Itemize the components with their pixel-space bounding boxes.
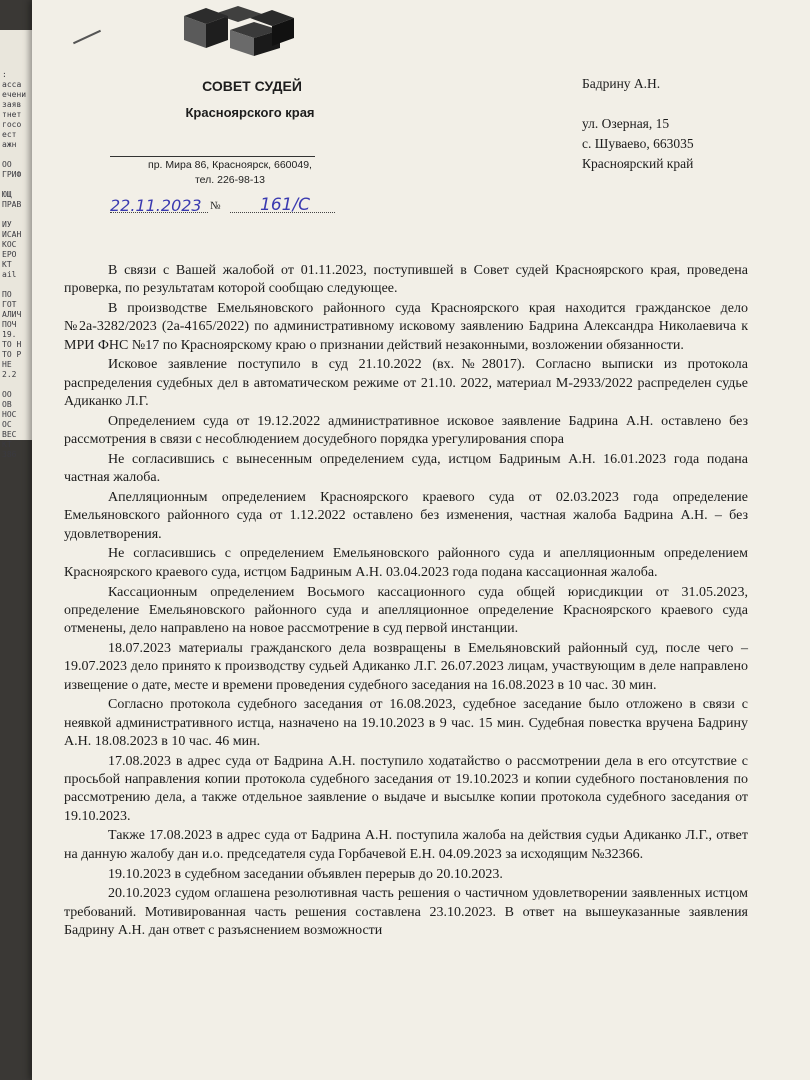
recipient-street: ул. Озерная, 15 bbox=[582, 116, 670, 131]
recipient-name: Бадрину А.Н. bbox=[582, 76, 661, 91]
body-paragraph: Не согласившись с определением Емельяновского районного суда и апелляционным определением Красноярского краевого суда, истцом Бадриным А.Н. 03.04.2023 года подана кассационная жалоба. bbox=[64, 546, 748, 580]
letterhead-divider bbox=[110, 156, 315, 157]
body-paragraph: Исковое заявление поступило в суд 21.10.2022 (вх.№28017). Согласно выписки из протокола распределения судебных дел в автоматическом режиме от 21.10. 2022, материал М-2933/2022 распределен судье Адиканко Л.Г. bbox=[64, 357, 748, 410]
letter-body bbox=[64, 262, 748, 942]
body-paragraph: Согласно протокола судебного заседания от 16.08.2023, судебное заседание было отложено в связи с неявкой административного истца, назначено на 19.10.2023 в 9 час. 15 мин. Судебная повестка вручена Бадрину А.Н. 18.08.2023 в 10 час. 46 мин. bbox=[64, 697, 748, 749]
body-paragraph: 18.07.2023 материалы гражданского дела возвращены в Емельяновский районный суд, после чего – 19.07.2023 дело принято к производству судьей Адиканко Л.Г. 26.07.2023 лицам, участвующим в деле направлено извещение о дате, месте и времени проведения судебного заседания на 16.08.2023 в 10 час. 30 мин. bbox=[64, 640, 748, 693]
org-address: пр. Мира 86, Красноярск, 660049, bbox=[148, 159, 312, 171]
recipient-block bbox=[582, 74, 802, 174]
registration-date: 22.11.2023 bbox=[110, 196, 202, 215]
registration-line bbox=[110, 196, 360, 220]
recipient-city: с. Шуваево, 663035 bbox=[582, 136, 694, 151]
date-underline bbox=[110, 212, 208, 213]
background-document-edge: : асса ечени заяв тнет госо ест ажн ОО ГРИФ ЮЩ ПРАВ ИУ ИСАН КОС ЕРО КТ ail ПО ГОТ АЛИЧ ПОЧ 19. ТО Н ТО Р НЕ 2.2 ОО ОВ НОС ОС ВЕС КТ 386 bbox=[0, 30, 40, 440]
body-paragraph: Апелляционным определением Красноярского краевого суда от 02.03.2023 года определение Емельяновского районного суда от 1.12.2022 оставлено без изменения, частная жалоба Бадрина А.Н. – без удовлетворения. bbox=[64, 490, 748, 542]
body-paragraph: 20.10.2023 судом оглашена резолютивная часть решения о частичном удовлетворении заявленных истцом требований. Мотивированная часть решения составлена 23.10.2023. В ответ на вышеуказанные заявления Бадрину А.Н. дан ответ с разъяснением возможности bbox=[64, 886, 748, 938]
body-paragraph: Кассационным определением Восьмого кассационного суда общей юрисдикции от 31.05.2023, определение Емельяновского районного суда и апелляционное определение Красноярского краевого суда отменены, дело направлено на новое рассмотрение в суд первой инстанции. bbox=[64, 584, 748, 637]
letter-sheet bbox=[32, 0, 810, 1080]
body-paragraph: Также 17.08.2023 в адрес суда от Бадрина А.Н. поступила жалоба на действия судьи Адиканко Л.Г., ответ на данную жалобу дан и.о. председателя суда Горбачевой Е.Н. 04.09.2023 за исходящим №32366. bbox=[64, 828, 748, 862]
body-paragraph: 17.08.2023 в адрес суда от Бадрина А.Н. поступило ходатайство о рассмотрении дела в его отсутствие с просьбой направления копии протокола судебного заседания от 19.10.2023 и копии судебного постановления по рассмотрению дела, а также отдельное заявление о выдаче и высылке копии протокола судебного заседания от 19.10.2023. bbox=[64, 753, 748, 824]
pen-mark bbox=[73, 30, 101, 44]
org-phone: тел. 226-98-13 bbox=[194, 174, 265, 186]
body-paragraph: Определением суда от 19.12.2022 административное исковое заявление Бадрина А.Н. оставлено без рассмотрения в связи с несоблюдением досудебного порядка урегулирования спора bbox=[64, 413, 748, 448]
body-paragraph: 19.10.2023 в судебном заседании объявлен перерыв до 20.10.2023. bbox=[108, 866, 503, 882]
org-contact bbox=[110, 158, 350, 188]
registration-number: 161/С bbox=[260, 195, 311, 215]
body-paragraph: В связи с Вашей жалобой от 01.11.2023, поступившей в Совет судей Красноярского края, проведена проверка, по результатам которой сообщаю следующее. bbox=[64, 263, 748, 297]
recipient-region: Красноярский край bbox=[582, 156, 694, 171]
org-subtitle: Красноярского края bbox=[185, 105, 315, 120]
court-council-logo bbox=[176, 4, 302, 58]
org-title: СОВЕТ СУДЕЙ bbox=[202, 78, 302, 94]
body-paragraph: В производстве Емельяновского районного суда Красноярского края находится гражданское дело №2а-3282/2023 (2а-4165/2022) по административному исковому заявлению Бадрина Александра Николаевича к МРИ ФНС №17 по Красноярскому краю о признании действий незаконными, возложении обязанности. bbox=[64, 301, 748, 353]
number-label: № bbox=[210, 200, 221, 212]
body-paragraph: Не согласившись с вынесенным определением суда, истцом Бадриным А.Н. 16.01.2023 года подана частная жалоба. bbox=[64, 451, 748, 486]
